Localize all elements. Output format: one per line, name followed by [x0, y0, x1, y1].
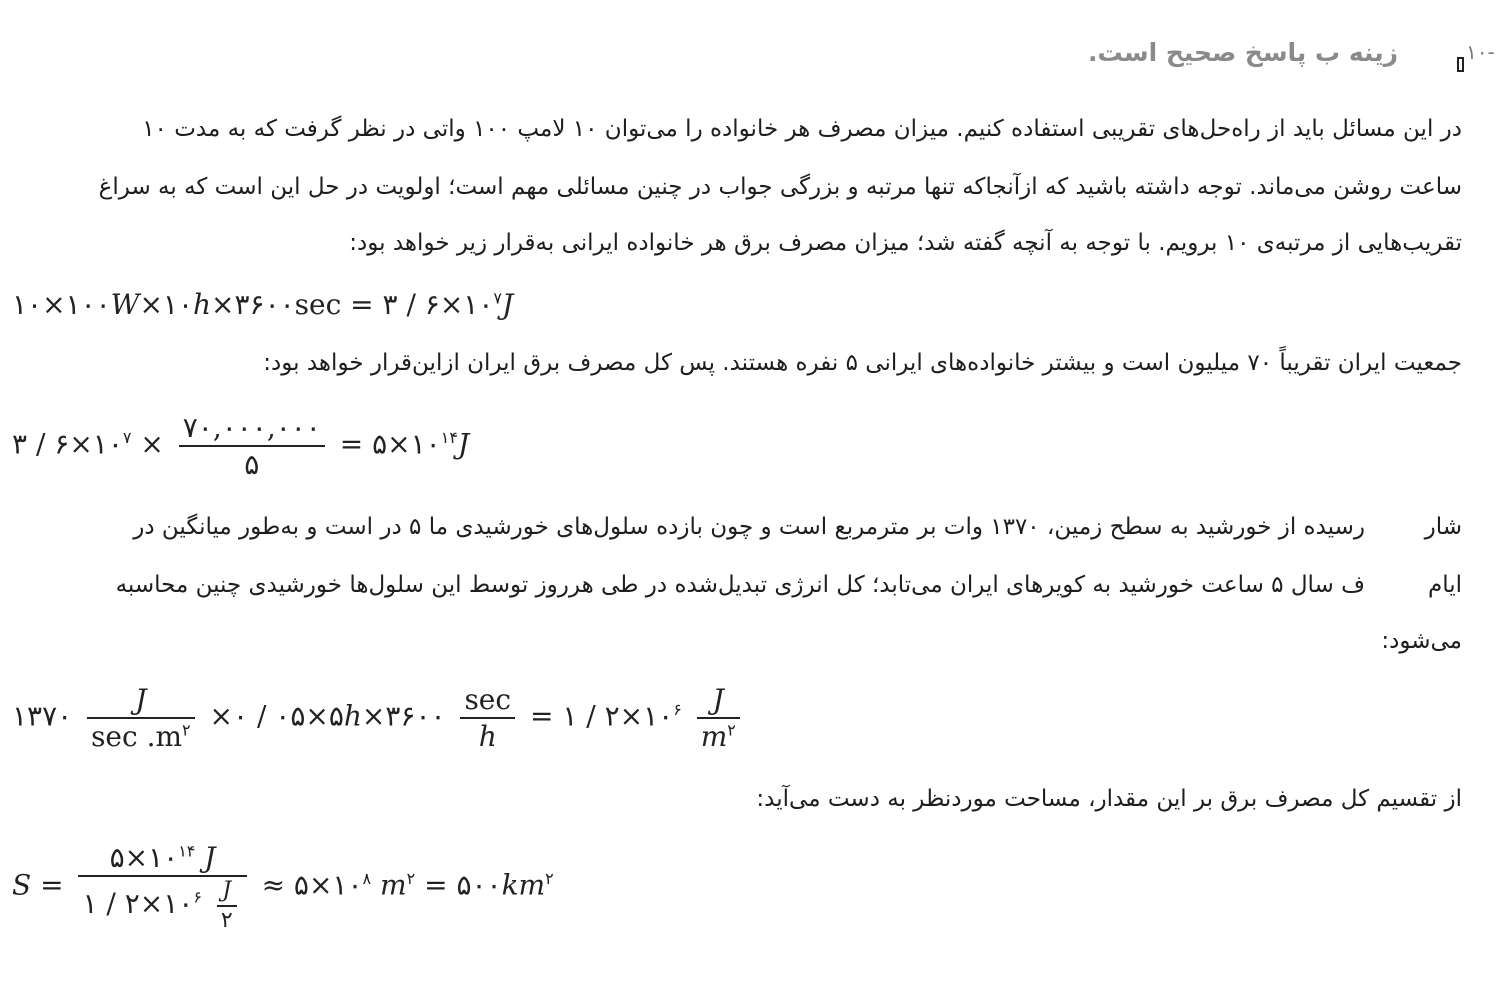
paragraph-1-line-1: در این مسائل باید از راه‌حل‌های تقریبی استفاده کنیم. میزان مصرف هر خانواده را می‌توان ۱۰ لامپ ۱۰۰ واتی در نظر گرفت که به مدت ۱۰ [142, 116, 1462, 142]
paragraph-1-line-2: ساعت روشن می‌ماند. توجه داشته باشید که ازآنجاکه تنها مرتبه و بزرگی جواب در چنین مسائلی مهم است؛ اولویت در حل این است که به سراغ [98, 174, 1462, 200]
irradiance-unit-fraction: $\frac{J}{\sec .m^۲}$ [87, 682, 195, 754]
denominator-unit-fraction: $\frac{J}{۲}$ [217, 877, 237, 934]
population-fraction: $\frac{۷۰,۰۰۰,۰۰۰}{۵}$ [179, 410, 325, 482]
paragraph-3-line-1-start: شار [1424, 514, 1462, 540]
paragraph-3-line-3: می‌شود: [1381, 628, 1462, 654]
equation-household-energy: ۱۰×۱۰۰W×۱۰h×۳۶۰۰sec = ۳ / $۶\times ۱۰^۷J$ [12, 288, 514, 321]
equation-area: S = $۵\times ۱۰^{۱۴}$ J ۱ / $۲\times ۱۰^۶$ $\frac{J}{۲}$ ≈ $۵\times ۱۰^۸$ $m^۲$ = $۵۰۰km^۲$ [12, 841, 554, 933]
area-fraction: $۵\times ۱۰^{۱۴}$ J ۱ / $۲\times ۱۰^۶$ $\frac{J}{۲}$ [78, 840, 246, 934]
paragraph-2-line-1: جمعیت ایران تقریباً ۷۰ میلیون است و بیشتر خانواده‌های ایرانی ۵ نفره هستند. پس کل مصرف برق ایران ازاین‌قرار خواهد بود: [263, 350, 1462, 376]
question-number: ۱۰- [1466, 40, 1495, 64]
energy-per-area-fraction: $\frac{J}{m^۲}$ [697, 682, 740, 754]
equation-country-energy: ۳ / $۶\times ۱۰^۷$ × $\frac{۷۰,۰۰۰,۰۰۰}{۵}$ = $۵\times ۱۰^{۱۴}J$ [12, 411, 470, 481]
paragraph-4-line-1: از تقسیم کل مصرف برق بر این مقدار، مساحت موردنظر به دست می‌آید: [756, 786, 1462, 812]
paragraph-3-line-2-rest: ف سال ۵ ساعت خورشید به کویرهای ایران می‌تابد؛ کل انرژی تبدیل‌شده در طی هرروز توسط این سلول‌ها خورشیدی چنین محاسبه [115, 572, 1365, 598]
paragraph-3-line-2-start: ایام [1427, 572, 1462, 598]
equation-solar-energy: ۱۳۷۰ $\frac{J}{\sec .m^۲}$ ×۰ / ۰۵×۵h×۳۶۰۰ $\frac{\sec}{h}$ = ۱ / $۲\times ۱۰^۶$ $\frac{J}{m^۲}$ [12, 682, 746, 754]
paragraph-1-line-3: تقریب‌هایی از مرتبه‌ی ۱۰ برویم. با توجه به آنچه گفته شد؛ میزان مصرف برق هر خانواده ایرانی به‌قرار زیر خواهد بود: [349, 230, 1462, 256]
answer-heading: زینه ب پاسخ صحیح است. [1088, 38, 1398, 67]
seconds-per-hour-fraction: $\frac{\sec}{h}$ [460, 682, 515, 754]
paragraph-3-line-1-rest: رسیده از خورشید به سطح زمین، ۱۳۷۰ وات بر مترمربع است و چون بازده سلول‌های خورشیدی ما ۵ در است و به‌طور میانگین در [133, 514, 1365, 540]
text-cursor [1457, 57, 1464, 72]
